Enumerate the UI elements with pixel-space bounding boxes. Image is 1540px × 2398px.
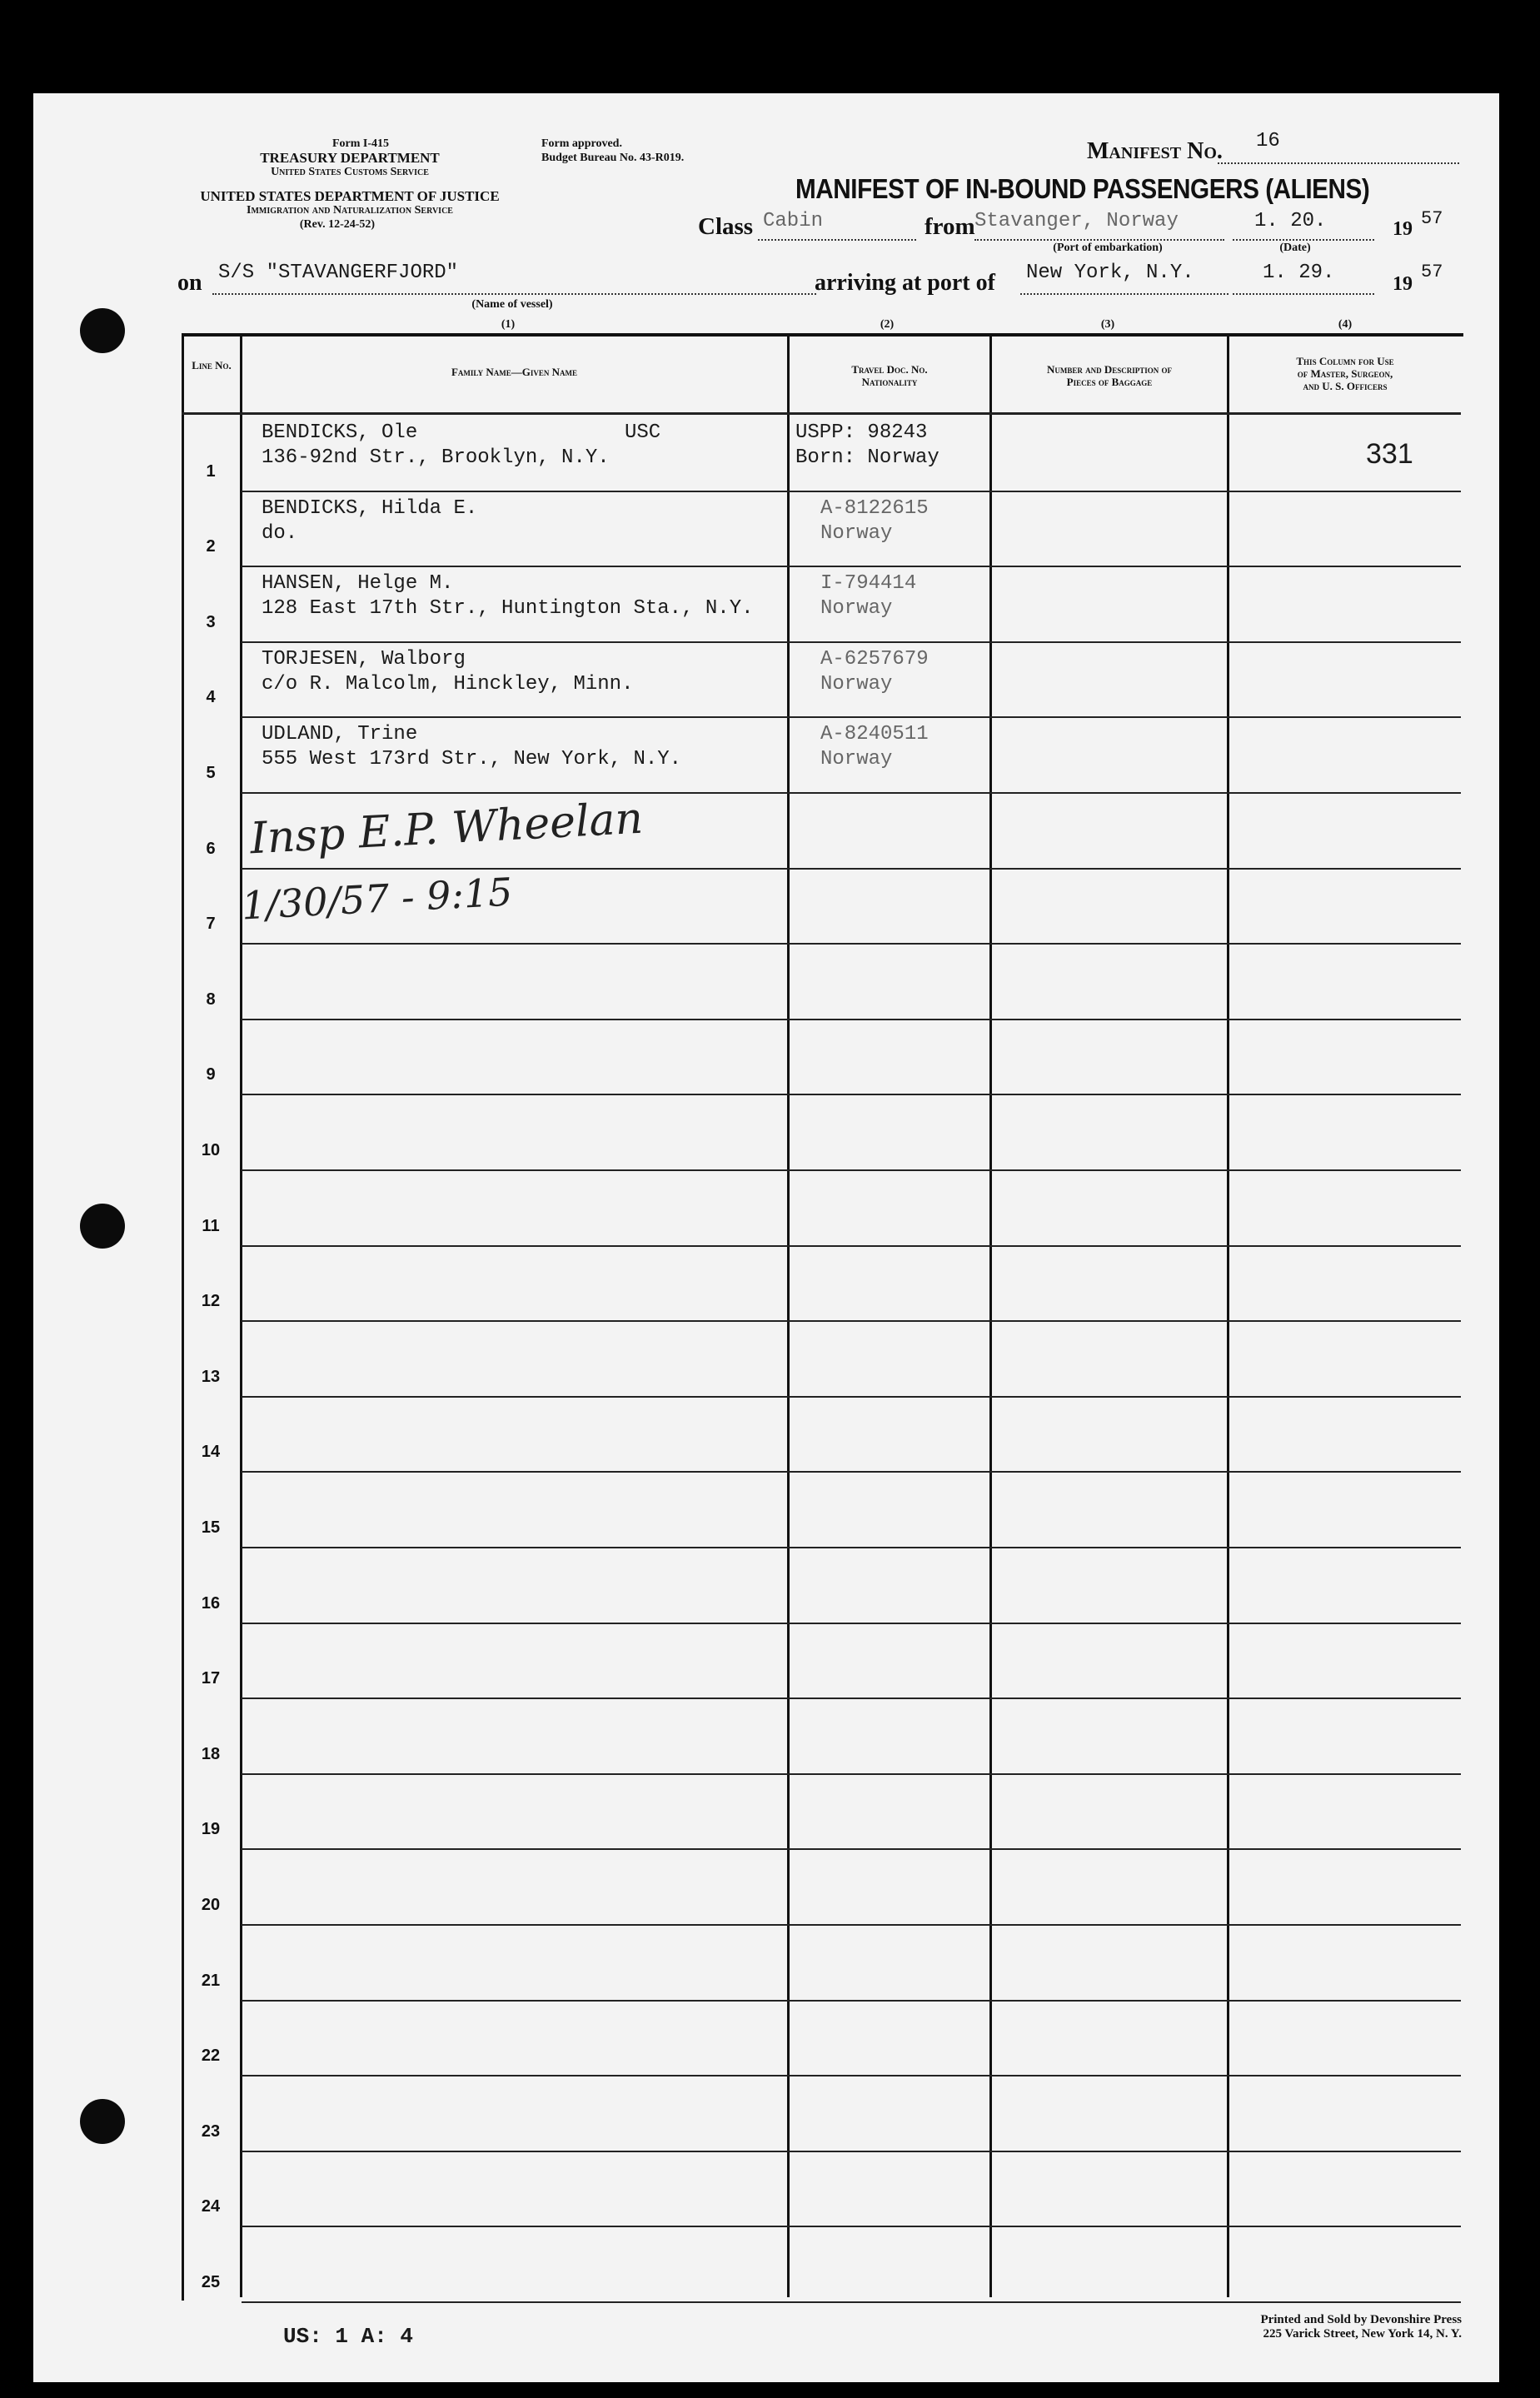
col-num-baggage: (3) (1100, 318, 1115, 331)
passenger-name: BENDICKS, Hilda E. (262, 497, 478, 520)
table-row-line (242, 1245, 1461, 1247)
table-row-line (242, 1773, 1461, 1775)
divider-baggage (1227, 333, 1229, 2297)
divider-travel (989, 333, 992, 2297)
passenger-address: do. (262, 522, 298, 545)
arrival-port-line (1020, 293, 1229, 295)
vessel-name: S/S "STAVANGERFJORD" (218, 262, 459, 284)
form-number: Form I-415 (331, 137, 390, 150)
arrival-date: 1. 29. (1263, 262, 1335, 284)
port-embarkation-caption: (Port of embarkation) (1053, 242, 1163, 254)
header-baggage-1: Number and Description of (1046, 363, 1173, 376)
travel-doc-number: A-6257679 (820, 648, 929, 671)
arrival-port: New York, N.Y. (1026, 262, 1194, 284)
travel-doc-number: USPP: 98243 (795, 421, 928, 444)
punch-hole-top (80, 308, 125, 353)
row-number: 15 (201, 1518, 221, 1537)
row-number: 17 (201, 1669, 221, 1688)
citizen-tag: USC (625, 421, 661, 444)
from-port: Stavanger, Norway (974, 210, 1179, 232)
passenger-name: UDLAND, Trine (262, 723, 418, 745)
col-num-travel: (2) (880, 318, 895, 331)
header-bottom-line (182, 412, 1461, 415)
header-line-no: Line No. (192, 359, 232, 371)
table-row-line (242, 792, 1461, 794)
row-number: 9 (206, 1065, 216, 1084)
row-number: 22 (201, 2047, 221, 2065)
nationality: Norway (820, 522, 893, 545)
table-row-line (242, 943, 1461, 945)
table-row-line (242, 1623, 1461, 1624)
arriving-label: arriving at port of (815, 270, 995, 296)
travel-doc-number: A-8240511 (820, 723, 929, 745)
vessel-caption: (Name of vessel) (471, 298, 553, 311)
from-date-line (1233, 239, 1374, 241)
form-approved: Form approved. (541, 137, 622, 150)
passenger-name: HANSEN, Helge M. (262, 572, 454, 595)
row-number: 19 (201, 1820, 221, 1838)
punch-hole-middle (80, 1204, 125, 1249)
passenger-address: c/o R. Malcolm, Hinckley, Minn. (262, 673, 634, 695)
passenger-address: 555 West 173rd Str., New York, N.Y. (262, 748, 682, 770)
row-number: 8 (206, 990, 216, 1009)
arrival-year-prefix: 19 (1393, 273, 1413, 295)
page-title: MANIFEST OF IN-BOUND PASSENGERS (ALIENS) (795, 173, 1370, 204)
from-label: from (924, 213, 975, 240)
row-number: 23 (201, 2122, 221, 2141)
class-label: Class (698, 213, 754, 240)
summary-count: US: 1 A: 4 (283, 2324, 414, 2349)
table-row-line (242, 1471, 1461, 1473)
table-row-line (242, 491, 1461, 492)
vessel-line (212, 293, 816, 295)
table-row-line (242, 1019, 1461, 1020)
table-row-line (242, 2301, 1461, 2303)
ins-service: Immigration and Naturalization Service (247, 204, 453, 217)
table-row-line (242, 2000, 1461, 2002)
col-num-officers: (4) (1338, 318, 1353, 331)
row-number: 11 (202, 1217, 220, 1235)
printer-line-1: Printed and Sold by Devonshire Press (1260, 2313, 1462, 2326)
table-row-line (242, 1169, 1461, 1171)
row-number: 12 (201, 1292, 221, 1310)
row-number: 14 (201, 1443, 221, 1461)
class-line (758, 239, 916, 241)
table-row-line (242, 1924, 1461, 1926)
col-num-name: (1) (501, 318, 516, 331)
table-row-line (242, 1094, 1461, 1095)
table-row-line (242, 716, 1461, 718)
table-row-line (242, 868, 1461, 870)
nationality: Norway (820, 597, 893, 620)
row-number: 21 (201, 1972, 221, 1990)
row-number: 4 (206, 688, 216, 706)
passenger-name: BENDICKS, Ole (262, 421, 418, 444)
from-line (974, 239, 1224, 241)
from-year-prefix: 19 (1393, 218, 1413, 240)
manifest-label: Manifest No. (1087, 138, 1223, 164)
travel-doc-number: I-794414 (820, 572, 917, 595)
row-number: 13 (201, 1368, 221, 1386)
row-number: 6 (206, 840, 216, 858)
divider-name (787, 333, 790, 2297)
header-officers-1: This Column for Use (1296, 355, 1394, 367)
row-number: 5 (206, 764, 216, 782)
nationality: Norway (820, 673, 893, 695)
table-row-line (242, 1698, 1461, 1699)
date-caption: (Date) (1279, 242, 1311, 254)
nationality: Born: Norway (795, 446, 939, 469)
passenger-address: 136-92nd Str., Brooklyn, N.Y. (262, 446, 610, 469)
header-baggage-2: Pieces of Baggage (1066, 376, 1153, 388)
row-number: 25 (201, 2273, 221, 2291)
table-row-line (242, 2075, 1461, 2076)
manifest-no-line (1218, 162, 1459, 164)
travel-doc-number: A-8122615 (820, 497, 929, 520)
table-row-line (242, 641, 1461, 643)
row-number: 3 (206, 613, 216, 631)
from-date: 1. 20. (1254, 210, 1327, 232)
revision: (Rev. 12-24-52) (299, 218, 376, 231)
nationality: Norway (820, 748, 893, 770)
header-officers-2: of Master, Surgeon, (1297, 367, 1393, 380)
department-of-justice: UNITED STATES DEPARTMENT OF JUSTICE (200, 188, 500, 204)
inspection-datetime: 1/30/57 - 9:15 (240, 869, 514, 929)
from-year: 57 (1421, 208, 1443, 229)
on-label: on (177, 270, 202, 296)
header-nationality: Nationality (861, 376, 918, 388)
inspector-signature: Insp E.P. Wheelan (248, 793, 645, 865)
row-number: 1 (206, 462, 216, 481)
row-number: 10 (201, 1141, 221, 1159)
table-row-line (242, 2151, 1461, 2152)
table-row-line (242, 1547, 1461, 1548)
row-number: 20 (201, 1896, 221, 1914)
table-row-line (242, 1848, 1461, 1850)
row-number: 2 (206, 537, 216, 556)
table-row-line (242, 1396, 1461, 1398)
passenger-table (182, 333, 1463, 2301)
row-number: 7 (206, 915, 216, 933)
arrival-date-line (1233, 293, 1374, 295)
officer-note: 331 (1366, 438, 1413, 470)
printer-line-2: 225 Varick Street, New York 14, N. Y. (1263, 2327, 1462, 2341)
passenger-name: TORJESEN, Walborg (262, 648, 466, 671)
manifest-number: 16 (1256, 130, 1280, 152)
budget-bureau: Budget Bureau No. 43-R019. (541, 152, 685, 164)
class-value: Cabin (763, 210, 824, 232)
treasury-department: TREASURY DEPARTMENT (260, 150, 440, 166)
header-family-name: Family Name—Given Name (451, 366, 577, 378)
row-number: 18 (201, 1745, 221, 1763)
arrival-year: 57 (1421, 262, 1443, 282)
row-number: 16 (201, 1594, 221, 1613)
header-travel-doc: Travel Doc. No. (851, 363, 928, 376)
table-row-line (242, 566, 1461, 567)
header-officers-3: and U. S. Officers (1303, 380, 1388, 392)
row-number: 24 (201, 2197, 221, 2216)
table-row-line (242, 2226, 1461, 2227)
customs-service: United States Customs Service (271, 166, 429, 178)
table-row-line (242, 1320, 1461, 1322)
passenger-address: 128 East 17th Str., Huntington Sta., N.Y. (262, 597, 754, 620)
punch-hole-bottom (80, 2099, 125, 2144)
